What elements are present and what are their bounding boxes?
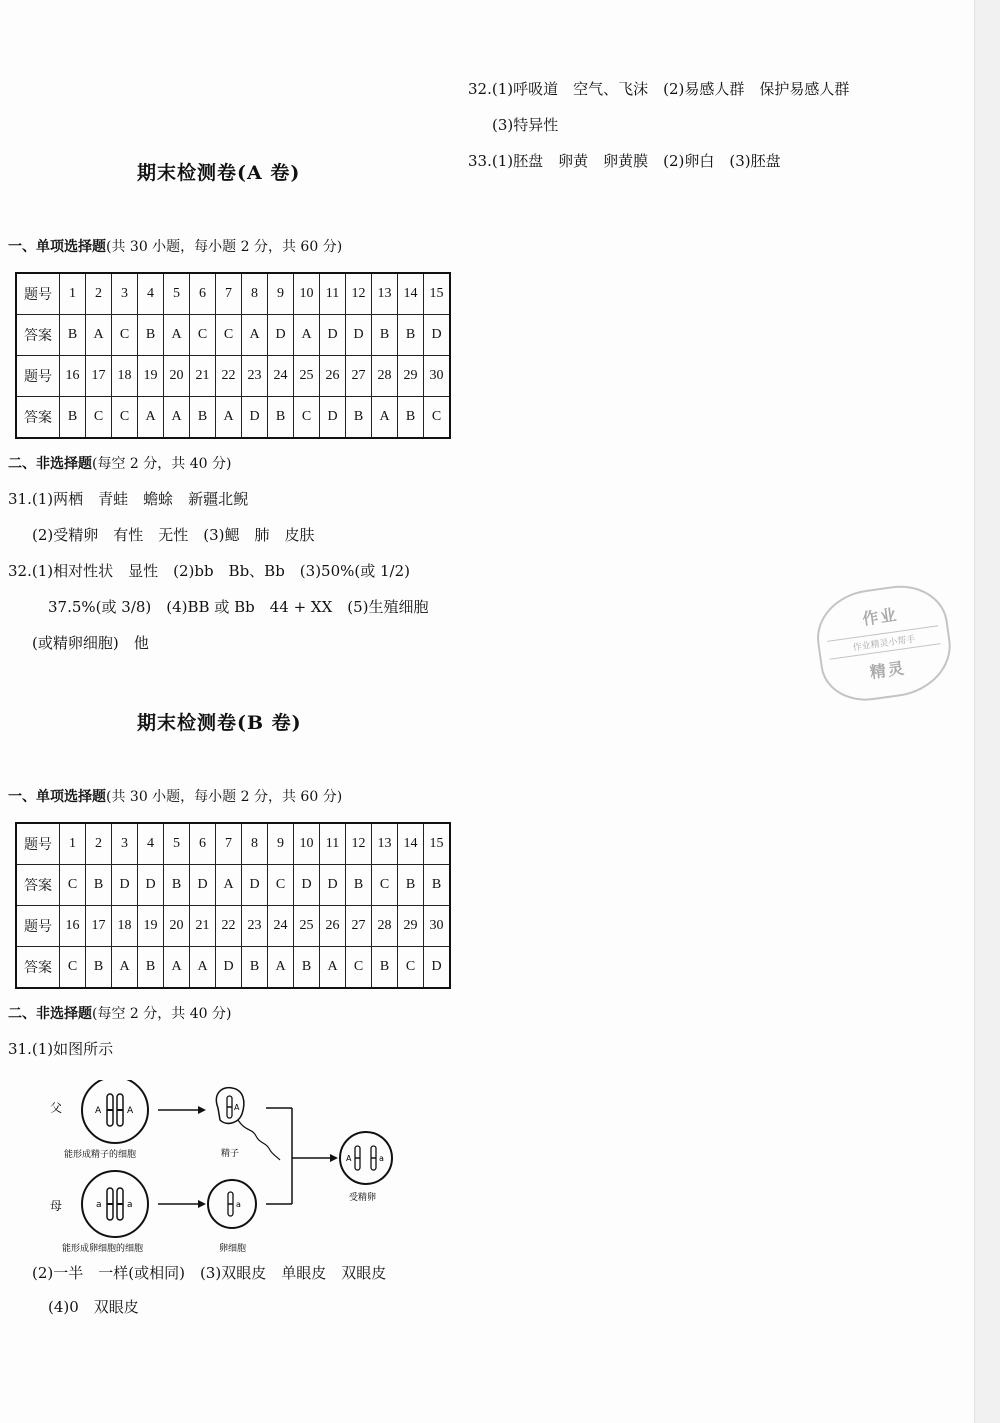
question-number: 13 xyxy=(372,273,398,315)
exam-a-answer-table xyxy=(15,272,451,439)
question-number: 6 xyxy=(190,823,216,865)
answer-cell: C xyxy=(268,865,294,906)
mother-allele-2: a xyxy=(127,1200,133,1210)
answer-cell: D xyxy=(242,865,268,906)
question-number: 1 xyxy=(60,273,86,315)
answer-cell: A xyxy=(294,315,320,356)
father-allele-1: A xyxy=(95,1106,102,1116)
answer-cell: C xyxy=(424,397,451,439)
question-number: 11 xyxy=(320,823,346,865)
row-label: 答案 xyxy=(16,397,60,439)
exam-a-line: (或精卵细胞) 他 xyxy=(32,634,149,652)
row-label: 题号 xyxy=(16,356,60,397)
table-row xyxy=(16,356,450,397)
question-number: 23 xyxy=(242,906,268,947)
answer-cell: D xyxy=(320,315,346,356)
page-fold-edge xyxy=(974,0,1000,1423)
question-number: 14 xyxy=(398,823,424,865)
question-number: 4 xyxy=(138,273,164,315)
question-number: 9 xyxy=(268,273,294,315)
question-number: 23 xyxy=(242,356,268,397)
question-number: 6 xyxy=(190,273,216,315)
fertilization-diagram xyxy=(40,1080,420,1258)
answer-cell: A xyxy=(372,397,398,439)
mother-label: 母 xyxy=(50,1199,63,1213)
table-row xyxy=(16,865,450,906)
answer-cell: D xyxy=(242,397,268,439)
question-number: 24 xyxy=(268,906,294,947)
zygote-label: 受精卵 xyxy=(349,1193,377,1203)
mother-cell-label: 能形成卵细胞的细胞 xyxy=(62,1244,144,1254)
question-number: 21 xyxy=(190,356,216,397)
answer-cell: B xyxy=(268,397,294,439)
question-number: 12 xyxy=(346,273,372,315)
question-number: 18 xyxy=(112,356,138,397)
exam-a-title: 期末检测卷(A 卷) xyxy=(137,162,301,184)
exam-a-line: 37.5%(或 3/8) (4)BB 或 Bb 44 + XX (5)生殖细胞 xyxy=(48,598,429,616)
exam-b-section1-heading xyxy=(8,786,342,806)
exam-b-q31-line1: 31.(1)如图所示 xyxy=(8,1040,114,1058)
answer-cell: C xyxy=(372,865,398,906)
sperm-allele: A xyxy=(234,1103,240,1112)
answer-cell: D xyxy=(346,315,372,356)
answer-cell: D xyxy=(138,865,164,906)
mother-cell xyxy=(82,1171,148,1237)
row-label: 题号 xyxy=(16,906,60,947)
answer-cell: D xyxy=(294,865,320,906)
question-number: 2 xyxy=(86,273,112,315)
question-number: 20 xyxy=(164,356,190,397)
answer-q32-line1: 32.(1)呼吸道 空气、飞沫 (2)易感人群 保护易感人群 xyxy=(468,80,850,98)
egg-label: 卵细胞 xyxy=(219,1244,247,1254)
answer-cell: B xyxy=(372,947,398,989)
question-number: 3 xyxy=(112,823,138,865)
answer-cell: D xyxy=(424,315,451,356)
question-number: 15 xyxy=(424,273,451,315)
exam-b-section1-title: 一、单项选择题 xyxy=(8,789,106,805)
question-number: 8 xyxy=(242,273,268,315)
question-number: 15 xyxy=(424,823,451,865)
egg-allele: a xyxy=(236,1200,241,1209)
father-cell xyxy=(82,1080,148,1143)
table-row xyxy=(16,947,450,989)
answer-cell: C xyxy=(60,947,86,989)
answer-cell: B xyxy=(398,315,424,356)
answer-cell: A xyxy=(138,397,164,439)
exam-a-section1-heading xyxy=(8,236,342,256)
stamp-middle-text: 作业精灵小帮手 xyxy=(827,625,941,659)
answer-cell: B xyxy=(86,865,112,906)
question-number: 17 xyxy=(86,356,112,397)
answer-cell: A xyxy=(112,947,138,989)
question-number: 10 xyxy=(294,273,320,315)
exam-b-section2-heading xyxy=(8,1003,231,1023)
exam-a-line: 31.(1)两栖 青蛙 蟾蜍 新疆北鲵 xyxy=(8,490,249,508)
row-label: 答案 xyxy=(16,865,60,906)
row-label: 题号 xyxy=(16,273,60,315)
answer-cell: A xyxy=(216,397,242,439)
answer-cell: C xyxy=(216,315,242,356)
row-label: 答案 xyxy=(16,315,60,356)
answer-cell: A xyxy=(164,947,190,989)
question-number: 30 xyxy=(424,356,451,397)
exam-b-title: 期末检测卷(B 卷) xyxy=(137,712,302,734)
answer-cell: A xyxy=(190,947,216,989)
watermark-stamp xyxy=(811,579,957,706)
father-label: 父 xyxy=(50,1101,63,1115)
answer-cell: B xyxy=(346,865,372,906)
question-number: 24 xyxy=(268,356,294,397)
question-number: 1 xyxy=(60,823,86,865)
question-number: 19 xyxy=(138,906,164,947)
exam-a-line: (2)受精卵 有性 无性 (3)鳃 肺 皮肤 xyxy=(32,526,315,544)
answer-cell: C xyxy=(190,315,216,356)
zygote-allele-2: a xyxy=(379,1154,384,1163)
answer-cell: A xyxy=(268,947,294,989)
question-number: 4 xyxy=(138,823,164,865)
answer-cell: C xyxy=(112,397,138,439)
answer-cell: B xyxy=(60,315,86,356)
question-number: 13 xyxy=(372,823,398,865)
exam-b-line: (2)一半 一样(或相同) (3)双眼皮 单眼皮 双眼皮 xyxy=(32,1264,387,1282)
answer-cell: C xyxy=(112,315,138,356)
answer-cell: D xyxy=(320,397,346,439)
table-row xyxy=(16,315,450,356)
answer-cell: C xyxy=(294,397,320,439)
answer-cell: A xyxy=(242,315,268,356)
answer-q33-line1: 33.(1)胚盘 卵黄 卵黄膜 (2)卵白 (3)胚盘 xyxy=(468,152,781,170)
row-label: 题号 xyxy=(16,823,60,865)
answer-cell: D xyxy=(216,947,242,989)
question-number: 26 xyxy=(320,356,346,397)
answer-cell: B xyxy=(398,397,424,439)
answer-cell: D xyxy=(190,865,216,906)
answer-cell: C xyxy=(86,397,112,439)
table-row xyxy=(16,397,450,439)
exam-b-section2-note: (每空 2 分，共 40 分) xyxy=(92,1006,232,1022)
question-number: 25 xyxy=(294,906,320,947)
answer-cell: B xyxy=(294,947,320,989)
answer-cell: C xyxy=(346,947,372,989)
stamp-top-text: 作业 xyxy=(861,604,900,629)
answer-cell: B xyxy=(424,865,451,906)
question-number: 12 xyxy=(346,823,372,865)
exam-b-line: (4)0 双眼皮 xyxy=(48,1298,139,1316)
answer-cell: B xyxy=(164,865,190,906)
answer-cell: B xyxy=(138,947,164,989)
question-number: 9 xyxy=(268,823,294,865)
exam-b-answer-table xyxy=(15,822,451,989)
question-number: 3 xyxy=(112,273,138,315)
exam-b-section1-note: (共 30 小题，每小题 2 分，共 60 分) xyxy=(106,789,343,805)
question-number: 27 xyxy=(346,356,372,397)
sperm-label: 精子 xyxy=(221,1149,240,1159)
question-number: 20 xyxy=(164,906,190,947)
table-row xyxy=(16,906,450,947)
row-label: 答案 xyxy=(16,947,60,989)
zygote-allele-1: A xyxy=(346,1154,352,1163)
question-number: 5 xyxy=(164,273,190,315)
exam-a-section2-title: 二、非选择题 xyxy=(8,456,92,472)
answer-cell: B xyxy=(346,397,372,439)
question-number: 26 xyxy=(320,906,346,947)
answer-cell: A xyxy=(320,947,346,989)
mother-allele-1: a xyxy=(96,1200,102,1210)
stamp-bottom-text: 精灵 xyxy=(868,658,907,683)
answer-cell: D xyxy=(112,865,138,906)
answer-cell: B xyxy=(242,947,268,989)
question-number: 28 xyxy=(372,356,398,397)
father-cell-label: 能形成精子的细胞 xyxy=(64,1150,137,1160)
question-number: 7 xyxy=(216,273,242,315)
exam-a-section1-note: (共 30 小题，每小题 2 分，共 60 分) xyxy=(106,239,343,255)
exam-a-line: 32.(1)相对性状 显性 (2)bb Bb、Bb (3)50%(或 1/2) xyxy=(8,562,411,580)
question-number: 30 xyxy=(424,906,451,947)
question-number: 17 xyxy=(86,906,112,947)
answer-cell: D xyxy=(320,865,346,906)
exam-a-section1-title: 一、单项选择题 xyxy=(8,239,106,255)
answer-cell: A xyxy=(164,397,190,439)
question-number: 25 xyxy=(294,356,320,397)
answer-cell: C xyxy=(60,865,86,906)
answer-cell: B xyxy=(398,865,424,906)
question-number: 28 xyxy=(372,906,398,947)
answer-cell: B xyxy=(372,315,398,356)
question-number: 29 xyxy=(398,906,424,947)
question-number: 5 xyxy=(164,823,190,865)
table-row xyxy=(16,273,450,315)
answer-cell: B xyxy=(138,315,164,356)
question-number: 27 xyxy=(346,906,372,947)
exam-a-section2-heading xyxy=(8,453,231,473)
question-number: 22 xyxy=(216,906,242,947)
question-number: 21 xyxy=(190,906,216,947)
exam-b-section2-title: 二、非选择题 xyxy=(8,1006,92,1022)
answer-cell: A xyxy=(216,865,242,906)
question-number: 22 xyxy=(216,356,242,397)
answer-cell: C xyxy=(398,947,424,989)
answer-q32-line2: (3)特异性 xyxy=(492,116,559,134)
answer-cell: A xyxy=(164,315,190,356)
answer-cell: A xyxy=(86,315,112,356)
question-number: 14 xyxy=(398,273,424,315)
question-number: 2 xyxy=(86,823,112,865)
question-number: 29 xyxy=(398,356,424,397)
question-number: 16 xyxy=(60,356,86,397)
question-number: 16 xyxy=(60,906,86,947)
father-allele-2: A xyxy=(127,1106,134,1116)
question-number: 11 xyxy=(320,273,346,315)
question-number: 10 xyxy=(294,823,320,865)
exam-a-section2-note: (每空 2 分，共 40 分) xyxy=(92,456,232,472)
answer-cell: B xyxy=(190,397,216,439)
sperm-tail xyxy=(238,1120,280,1160)
answer-cell: B xyxy=(86,947,112,989)
answer-cell: B xyxy=(60,397,86,439)
answer-cell: D xyxy=(424,947,451,989)
question-number: 18 xyxy=(112,906,138,947)
question-number: 8 xyxy=(242,823,268,865)
question-number: 7 xyxy=(216,823,242,865)
answer-cell: D xyxy=(268,315,294,356)
table-row xyxy=(16,823,450,865)
question-number: 19 xyxy=(138,356,164,397)
